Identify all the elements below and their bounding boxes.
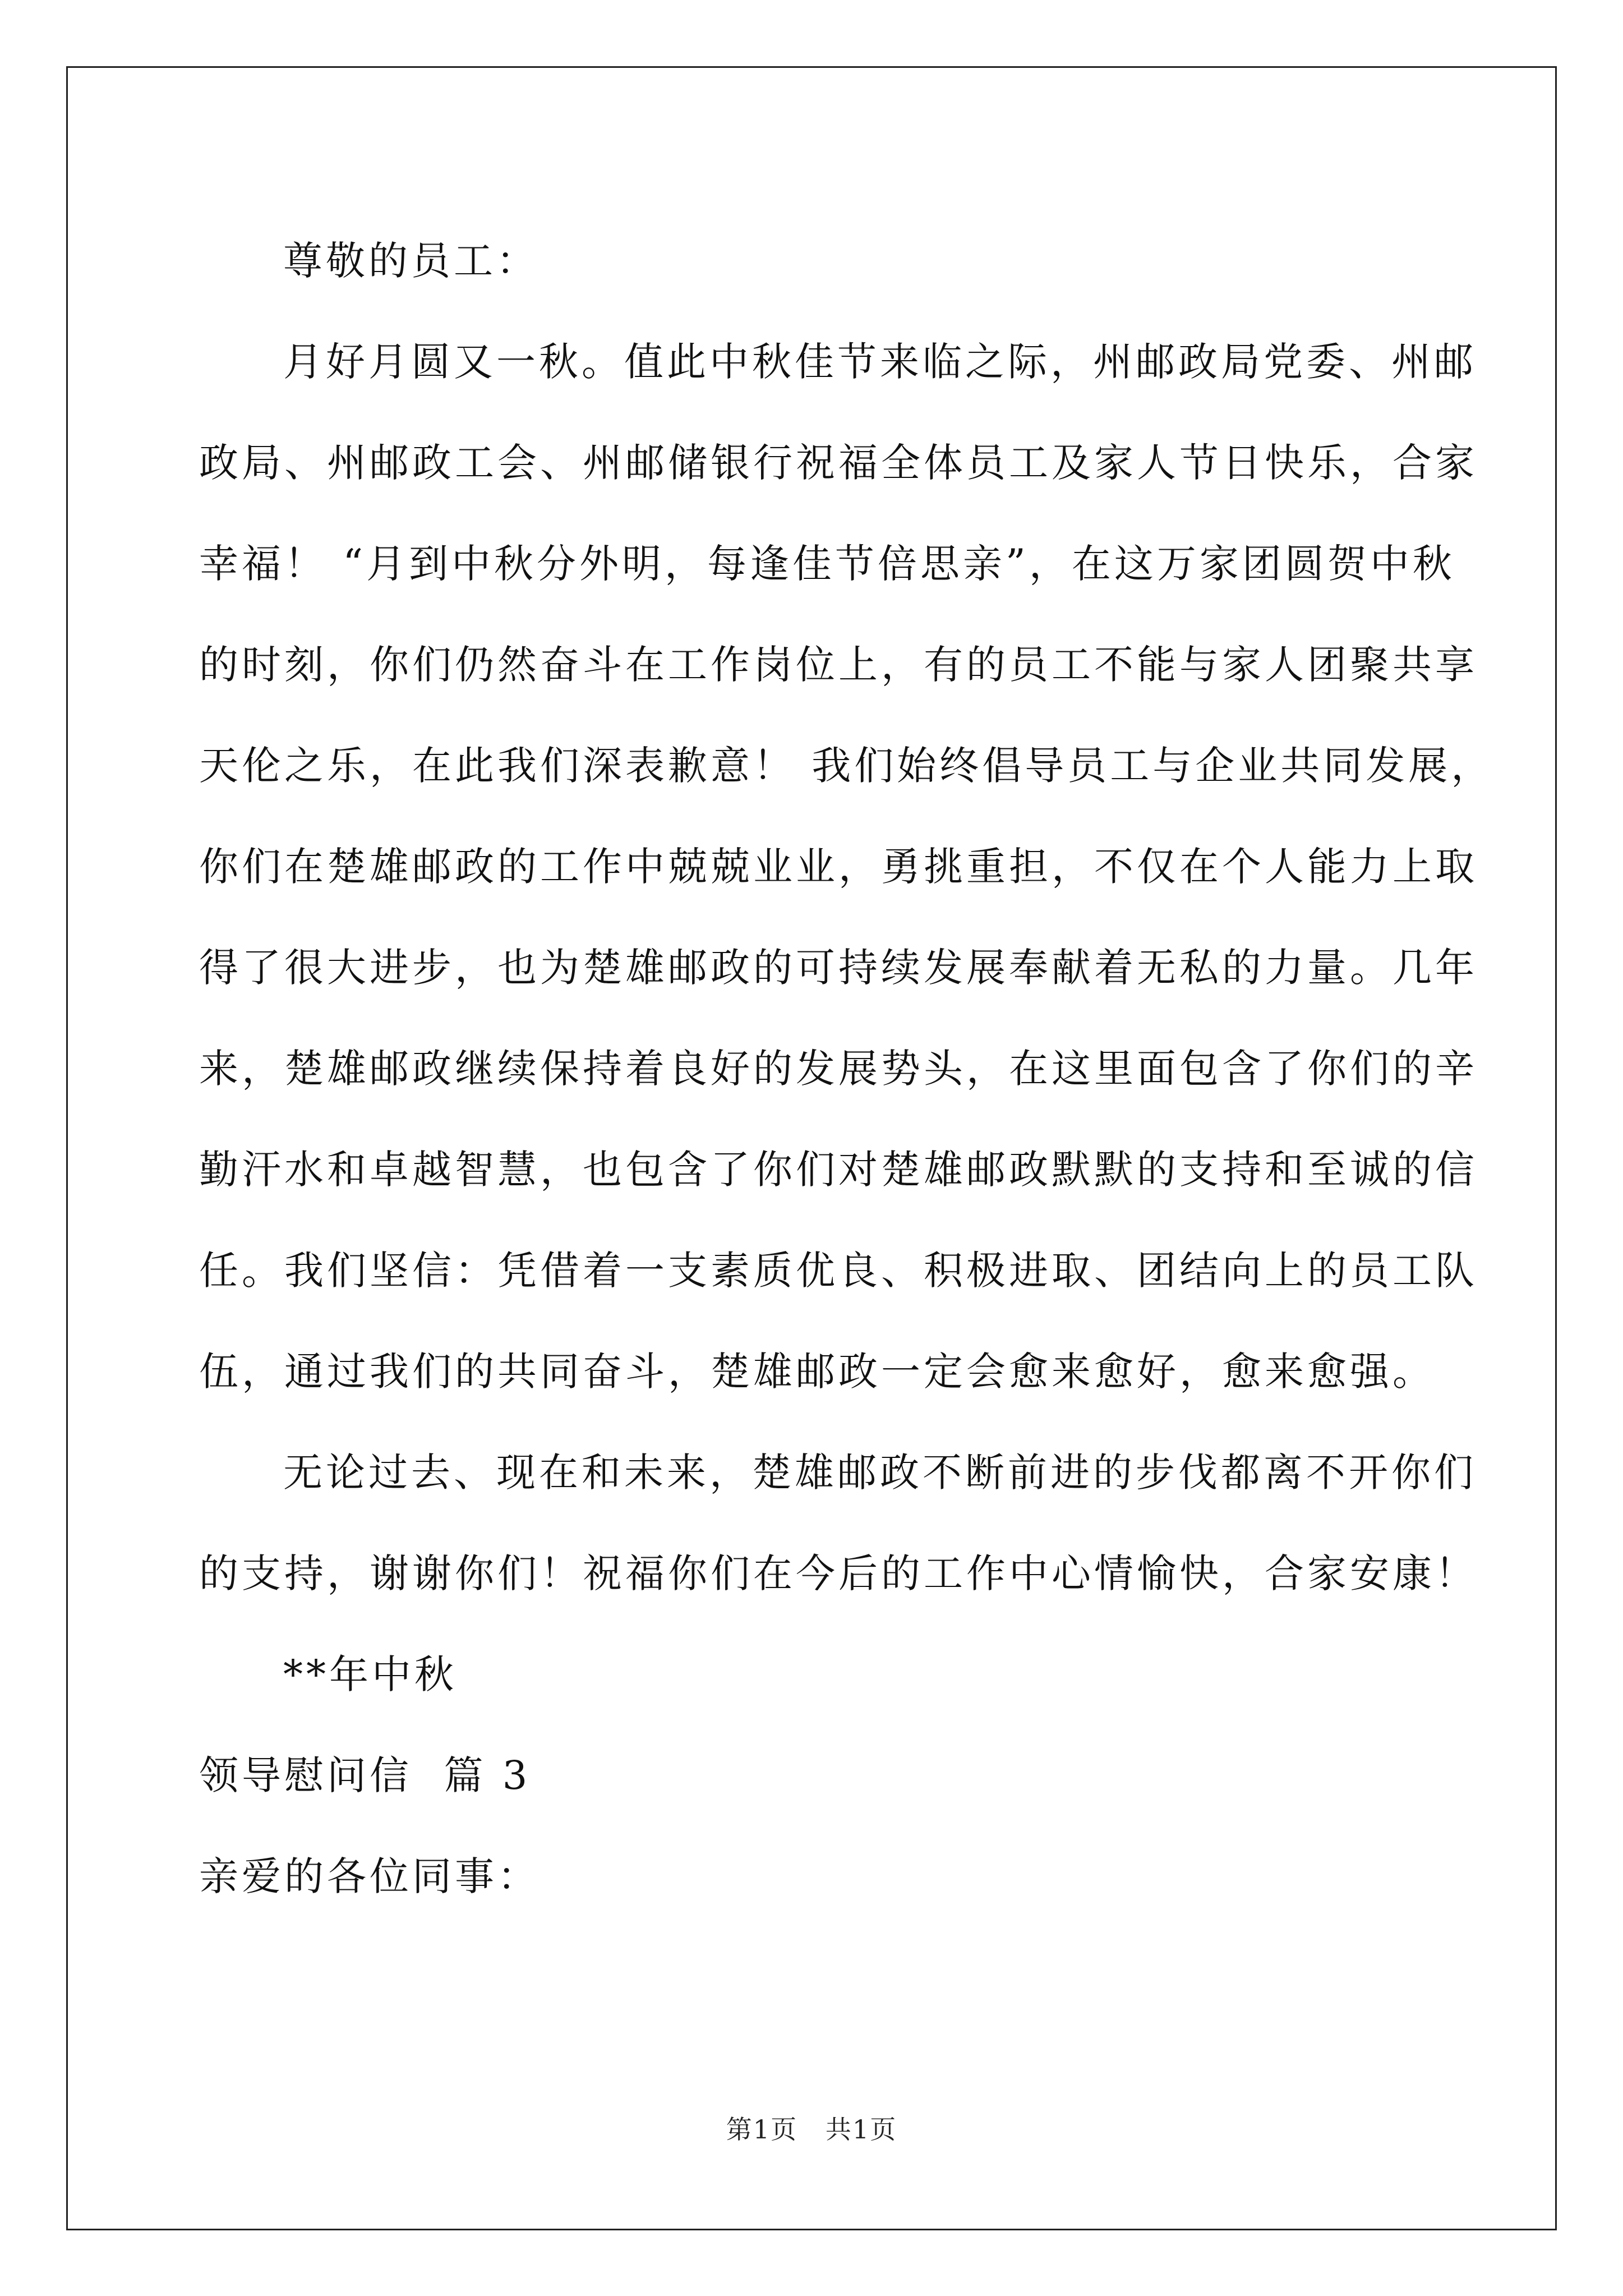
paragraph1-line-3: 幸福！ “月到中秋分外明，每逢佳节倍思亲”，在这万家团圆贺中秋 [199, 541, 1455, 587]
page-footer: 第1页 共1页 [726, 2114, 897, 2145]
section-heading: 领导慰问信 篇 3 [199, 1752, 531, 1798]
paragraph1-line-10: 任。我们坚信：凭借着一支素质优良、积极进取、团结向上的员工队 [199, 1248, 1478, 1294]
paragraph1-line-6: 你们在楚雄邮政的工作中兢兢业业，勇挑重担，不仅在个人能力上取 [199, 844, 1478, 890]
letter-body [199, 219, 1494, 1935]
paragraph1-line-11: 伍，通过我们的共同奋斗，楚雄邮政一定会愈来愈好，愈来愈强。 [199, 1349, 1435, 1395]
date-line: **年中秋 [283, 1651, 457, 1697]
paragraph1-line-7: 得了很大进步，也为楚雄邮政的可持续发展奉献着无私的力量。几年 [199, 945, 1478, 991]
paragraph1-line-4: 的时刻，你们仍然奋斗在工作岗位上，有的员工不能与家人团聚共享 [199, 642, 1478, 688]
paragraph2-line-2: 的支持，谢谢你们！祝福你们在今后的工作中心情愉快，合家安康！ [199, 1550, 1478, 1596]
paragraph1-line-9: 勤汗水和卓越智慧，也包含了你们对楚雄邮政默默的支持和至诚的信 [199, 1147, 1478, 1193]
paragraph1-line-2: 政局、州邮政工会、州邮储银行祝福全体员工及家人节日快乐，合家 [199, 440, 1478, 486]
greeting: 尊敬的员工： [283, 238, 539, 284]
paragraph1-line-8: 来，楚雄邮政继续保持着良好的发展势头，在这里面包含了你们的辛 [199, 1046, 1478, 1092]
next-greeting: 亲爱的各位同事： [199, 1853, 540, 1899]
paragraph1-line-5: 天伦之乐，在此我们深表歉意！ 我们始终倡导员工与企业共同发展， [199, 743, 1494, 789]
paragraph2-line-1: 无论过去、现在和未来，楚雄邮政不断前进的步伐都离不开你们 [283, 1450, 1477, 1496]
paragraph1-line-1: 月好月圆又一秋。值此中秋佳节来临之际，州邮政局党委、州邮 [283, 339, 1477, 385]
